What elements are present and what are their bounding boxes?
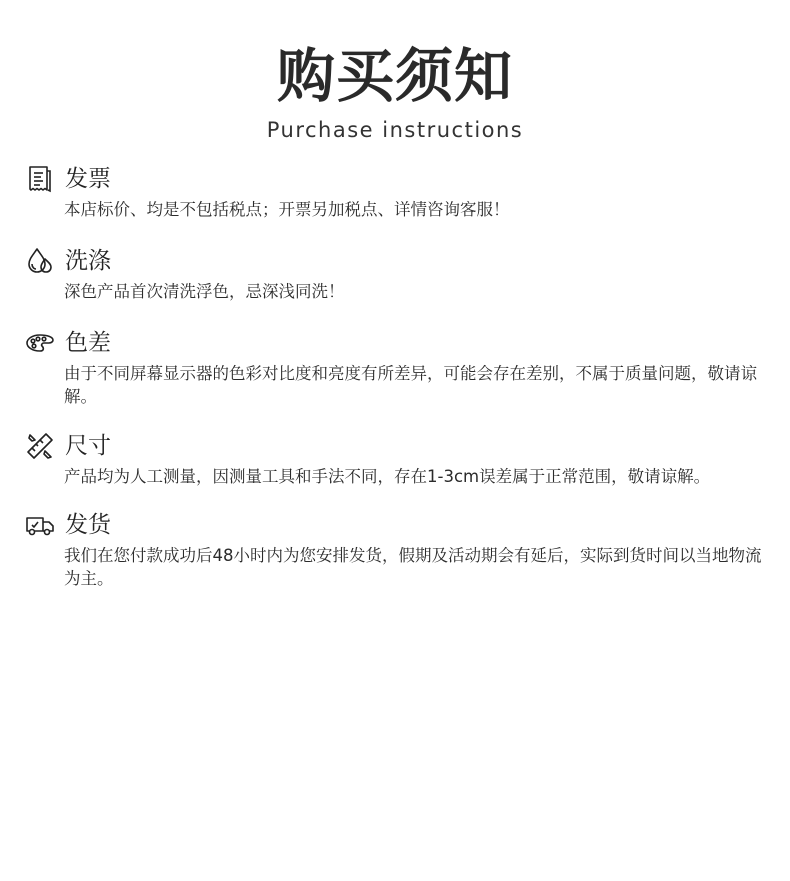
- ruler-pencil-icon: [26, 432, 54, 460]
- section-size: [26, 431, 766, 488]
- section-title: 洗涤: [65, 248, 111, 274]
- receipt-icon: [26, 165, 54, 193]
- section-title: 发票: [65, 166, 111, 192]
- section-body: 产品均为人工测量，因测量工具和手法不同，存在1-3cm误差属于正常范围，敬请谅解。: [64, 467, 711, 486]
- section-washing: [26, 246, 766, 303]
- section-shipping: [26, 510, 766, 590]
- section-body: 本店标价、均是不包括税点；开票另加税点、详情咨询客服！: [64, 200, 510, 219]
- page-subtitle: Purchase instructions: [266, 118, 524, 142]
- delivery-truck-icon: [26, 511, 54, 539]
- section-body: 深色产品首次清洗浮色，忌深浅同洗！: [64, 282, 345, 301]
- section-color-difference: [26, 328, 766, 408]
- section-title: 色差: [65, 330, 111, 356]
- section-title: 发货: [65, 512, 111, 538]
- section-body: 由于不同屏幕显示器的色彩对比度和亮度有所差异，可能会存在差别，不属于质量问题，敬请谅解。: [64, 364, 757, 406]
- page-title: 购买须知: [276, 42, 513, 110]
- water-drops-icon: [26, 247, 54, 275]
- section-invoice: [26, 164, 766, 221]
- section-body: 我们在您付款成功后48小时内为您安排发货，假期及活动期会有延后，实际到货时间以当地物流为主。: [64, 546, 762, 588]
- palette-icon: [26, 329, 54, 357]
- section-title: 尺寸: [65, 433, 111, 459]
